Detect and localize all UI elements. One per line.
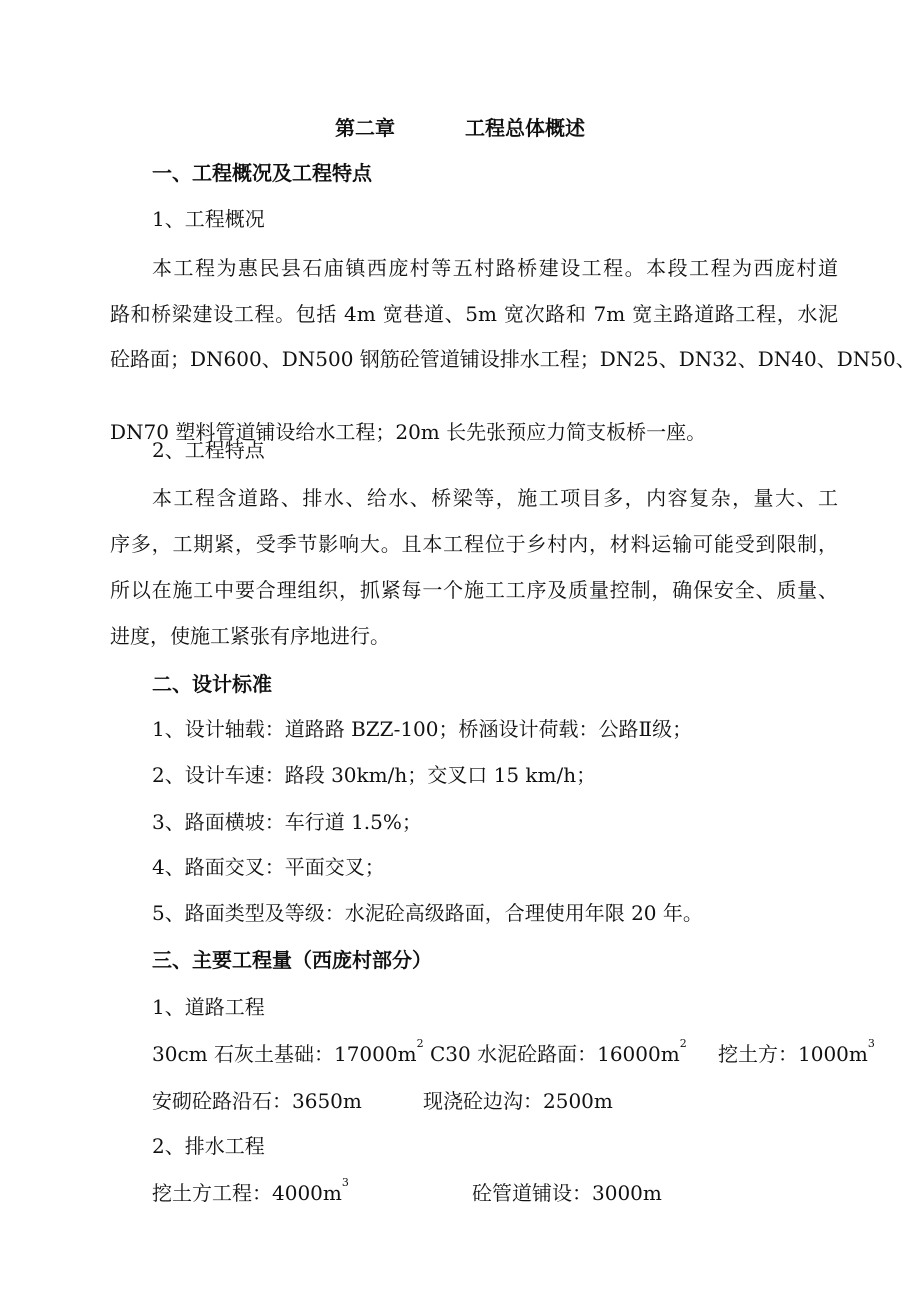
quantity-pipe-laying: 砼管道铺设：3000m <box>472 1181 662 1205</box>
overview-line-1: 本工程为惠民县石庙镇西庞村等五村路桥建设工程。本段工程为西庞村道 <box>152 256 838 280</box>
quantity-drainage-earthwork-text: 挖土方工程：4000m <box>152 1181 342 1205</box>
section-1-heading: 一、工程概况及工程特点 <box>152 161 372 185</box>
quantity-drainage-earthwork <box>152 1176 349 1205</box>
standard-item-2: 2、设计车速：路段 30km/h；交叉口 15 km/h； <box>152 763 597 787</box>
overview-line-3: 砼路面；DN600、DN500 钢筋砼管道铺设排水工程；DN25、DN32、DN40、DN50、 <box>110 347 916 371</box>
quantity-concrete-pavement-text: C30 水泥砼路面：16000m <box>430 1042 680 1066</box>
overview-line-4: DN70 塑料管道铺设给水工程；20m 长先张预应力简支板桥一座。 <box>110 420 707 444</box>
chapter-title-text: 工程总体概述 <box>465 116 585 140</box>
quantity-drainage-earthwork-exp: 3 <box>341 1176 349 1189</box>
quantity-side-ditch: 现浇砼边沟：2500m <box>423 1089 613 1113</box>
overview-line-2: 路和桥梁建设工程。包括 4m 宽巷道、5m 宽次路和 7m 宽主路道路工程，水泥 <box>110 302 838 326</box>
quantity-earthwork-text: 挖土方：1000m <box>718 1042 868 1066</box>
chapter-number: 第二章 <box>335 116 395 140</box>
standard-item-5: 5、路面类型及等级：水泥砼高级路面，合理使用年限 20 年。 <box>152 901 703 925</box>
quantity-earthwork <box>718 1037 875 1066</box>
quantity-concrete-pavement-exp: 2 <box>679 1037 687 1050</box>
quantity-concrete-pavement <box>430 1037 687 1066</box>
features-line-4: 进度，使施工紧张有序地进行。 <box>110 624 390 648</box>
features-line-1: 本工程含道路、排水、给水、桥梁等，施工项目多，内容复杂，量大、工 <box>152 486 838 510</box>
features-line-2: 序多，工期紧，受季节影响大。且本工程位于乡村内，材料运输可能受到限制， <box>110 532 838 556</box>
chapter-title <box>0 116 920 140</box>
subsection-3-1-heading: 1、道路工程 <box>152 995 265 1019</box>
quantity-earthwork-exp: 3 <box>867 1037 875 1050</box>
subsection-3-2-heading: 2、排水工程 <box>152 1134 265 1158</box>
quantity-lime-soil-text: 30cm 石灰土基础：17000m <box>152 1042 417 1066</box>
features-line-3: 所以在施工中要合理组织，抓紧每一个施工工序及质量控制，确保安全、质量、 <box>110 578 838 602</box>
subsection-1-2-heading: 2、工程特点 <box>152 438 265 462</box>
quantity-lime-soil-exp: 2 <box>416 1037 424 1050</box>
standard-item-3: 3、路面横坡：车行道 1.5%； <box>152 810 422 834</box>
section-2-heading: 二、设计标准 <box>152 672 272 696</box>
section-3-heading: 三、主要工程量（西庞村部分） <box>152 948 432 972</box>
subsection-1-1-heading: 1、工程概况 <box>152 207 265 231</box>
quantity-lime-soil <box>152 1037 424 1066</box>
quantity-curb-stone: 安砌砼路沿石：3650m <box>152 1089 362 1113</box>
standard-item-1: 1、设计轴载：道路路 BZZ-100；桥涵设计荷载：公路Ⅱ级； <box>152 717 693 741</box>
standard-item-4: 4、路面交叉：平面交叉； <box>152 855 385 879</box>
